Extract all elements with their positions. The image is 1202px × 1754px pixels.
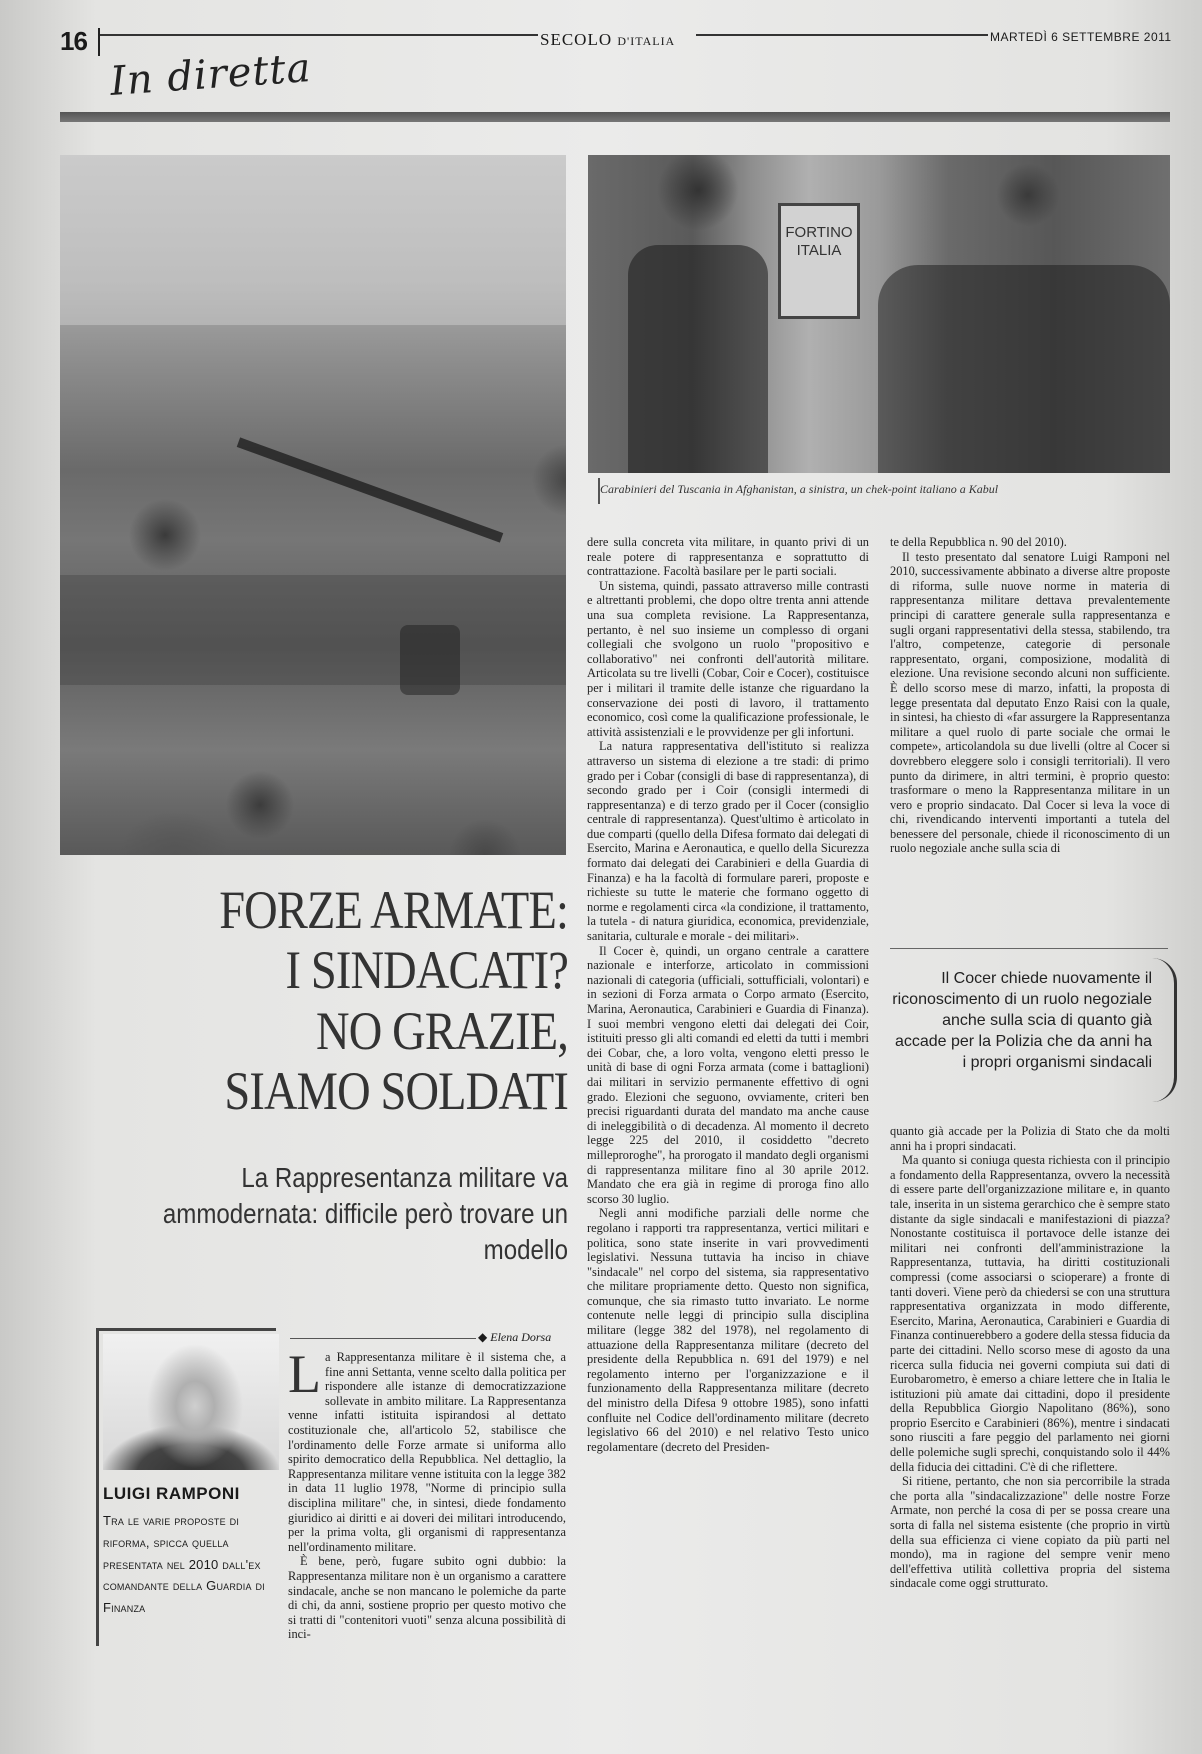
masthead-main: SECOLO: [540, 30, 613, 49]
pull-quote-rule: [890, 948, 1168, 949]
article-paragraph: te della Repubblica n. 90 del 2010).: [890, 535, 1067, 549]
photo-soldier-left: [628, 245, 768, 473]
photo-soldiers-right: [878, 265, 1170, 473]
pull-quote-bracket: [1152, 958, 1177, 1102]
headline-line: FORZE ARMATE:: [219, 880, 568, 940]
photo-badge: [400, 625, 460, 695]
masthead-small: D'ITALIA: [617, 34, 676, 48]
article-paragraph: Un sistema, quindi, passato attraverso mille contrasti e altrettanti problemi, che dopo oltre trenta anni attende una sua completa revisione. La Rappresentanza, pertanto, è nel suo insieme un complesso di organi collegiali che svolgono un ruolo "propositivo e collaborativo" nei confronti dell'autorità militare. Articolata su tre livelli (Cobar, Coir e Cocer), costituisce per i militari il tramite delle istanze che riguardano la conservazione dei posti di lavoro, il trattamento economico, così come la qualificazione professionale, le attività assistenziali e le provvidenze per gli infortuni.: [587, 578, 869, 739]
article-paragraph: La natura rappresentativa dell'istituto si realizza attraverso un sistema di elezione a tre stadi: di primo grado per i Cobar (consigli di base di rappresentanza), di secondo grado per i Coir (consigli intermedi di rappresentanza) e di terzo grado per il Cocer (consiglio centrale di rappresentanza). Quest'ultimo è articolato in due comparti (quello della Difesa formato dai delegati di Esercito, Marina e Aeronautica, e quello della Sicurezza formato dai delegati dei Carabinieri e della Guardia di Finanza) e ha la facoltà di formulare pareri, proposte e richieste su tutte le materie che formano oggetto di norme e regolamenti circa «la condizione, il trattamento, la tutela - di natura giuridica, economica, previdenziale, sanitaria, culturale e morale - dei militari».: [587, 739, 869, 944]
headline-line: NO GRAZIE,: [316, 1000, 568, 1061]
page-number-divider: [98, 28, 100, 56]
photo-vehicle-hull: [60, 575, 566, 685]
header-rule-left: [100, 34, 538, 36]
portrait-photo: [103, 1334, 279, 1470]
headline: [131, 880, 568, 1122]
fortino-sign: FORTINO ITALIA: [778, 203, 860, 319]
portrait-caption: Tra le varie proposte di riforma, spicca quella presentata nel 2010 dall'ex comandante della Guardia di Finanza: [103, 1513, 265, 1616]
photo-sky-area: [60, 155, 566, 325]
headline-line: SIAMO SOLDATI: [224, 1061, 568, 1122]
box-rule-top: [96, 1328, 276, 1331]
drop-cap: L: [288, 1344, 321, 1404]
article-column-2: [587, 535, 869, 1454]
article-paragraph: Si ritiene, pertanto, che non sia percorribile la strada che porta alla "sindacalizzazione" delle nostre Forze Armate, non perché la cosa di per se possa creare una sorta di falla nel sistema esistente (che proprio in virtù della sua efficienza ci viene copiato da più parti nel mondo), ma in ragione del sempre venir meno dell'effettiva utilità collettiva propria del sistema sindacale come oggi strutturato.: [890, 1474, 1170, 1591]
photo-carabinieri-checkpoint: [588, 155, 1170, 473]
headline-line: I SINDACATI?: [285, 940, 568, 1001]
section-name: In diretta: [108, 45, 313, 105]
article-paragraph: [288, 1344, 566, 1554]
photo-caption: Carabinieri del Tuscania in Afghanistan, a sinistra, un chek-point italiano a Kabul: [600, 482, 999, 496]
dateline: MARTEDÌ 6 SETTEMBRE 2011: [990, 30, 1172, 44]
article-column-3: [890, 535, 1170, 856]
box-rule-left: [96, 1328, 99, 1646]
masthead: [540, 30, 675, 50]
pull-quote: Il Cocer chiede nuovamente il riconoscimento di un ruolo negoziale anche sulla scia di quanto già accade per la Polizia che da anni ha i propri organismi sindacali: [892, 970, 1152, 1071]
byline-rule: [290, 1338, 476, 1339]
article-column-1: [288, 1344, 566, 1642]
article-paragraph: dere sulla concreta vita militare, in quanto privi di un reale potere di rappresentanza e soprattutto di contrattazione. Facoltà basilare per le parti sociali.: [587, 535, 869, 579]
article-paragraph: Il testo presentato dal senatore Luigi Ramponi nel 2010, successivamente abbinato a diverse altre proposte di riforma, sulle nuove norme in materia di rappresentanza militare dettava prevalentemente principi di carattere generale sulla rappresentanza e sugli organi rappresentativi della stessa, stabilendo, tra l'altro, competenze, categorie di personale rappresentato, organi, composizione, modalità di elezione. Una revisione secondo alcuni non sufficiente. È dello scorso mese di marzo, infatti, la proposta di legge presentata dal deputato Enzo Raisi con la quale, in sintesi, ha chiesto di «far assurgere la Rappresentanza militare a quel ruolo di parte sociale che ormai le compete», articolandola su due livelli (oltre al Cocer si dovrebbero eleggere solo i consigli territoriali). Il vero punto da dirimere, in altri termini, è proprio questo: trasformare o meno la Rappresentanza militare in un vero e proprio sindacato. Dal Cocer si leva la voce di chi, rivendicando interventi importanti a tutela del benessere del personale, chiede il riconoscimento di un ruolo negoziale anche sulla scia di: [890, 549, 1170, 856]
article-column-3-continued: [890, 1124, 1170, 1591]
article-paragraph: Negli anni modifiche parziali delle norme che regolano i rapporti tra rappresentanza, vertici militari e politica, sono state inserite in vari provvedimenti legislativi. Nessuna tuttavia ha inciso in chiave "sindacale" nel corpo del sistema, sia rappresentativo che militare propriamente detto. Questo non significa, comunque, che sia rimasto tutto invariato. Le norme contenute nelle leggi di principio sulla disciplina militare (legge 382 del 1978), nel regolamento di attuazione della Rappresentanza militare (decreto del presidente della Repubblica n. 691 del 1979) e nel regolamento interno per l'organizzazione e il funzionamento della Rappresentanza militare (decreto del ministro della Difesa 9 ottobre 1985), sono infatti confluite nel Codice dell'ordinamento militare (decreto legislativo 66 del 2010) e nel relativo Testo unico regolamentare (decreto del Presiden-: [587, 1206, 869, 1454]
photo-machine-gun: [237, 437, 504, 542]
portrait-name: LUIGI RAMPONI: [103, 1484, 240, 1503]
byline-author: Elena Dorsa: [490, 1330, 552, 1344]
byline: ◆ Elena Dorsa: [478, 1330, 552, 1344]
photo-soldiers-vehicle: [60, 155, 566, 855]
header-rule-right: [696, 34, 988, 36]
page-number: 16: [60, 26, 87, 56]
article-paragraph: È bene, però, fugare subito ogni dubbio: la Rappresentanza militare non è un organismo a carattere sindacale, anche se non mancano le polemiche da parte di chi, da anni, sostiene proprio per questo motivo che si tratti di "contenitori vuoti" senza alcuna possibilità di inci-: [288, 1554, 566, 1642]
paragraph-text: a Rappresentanza militare è il sistema che, a fine anni Settanta, venne scelto dalla politica per rispondere alle istanze di democratizzazione sollevate in ambito militare. La Rappresentanza venne infatti istituita ispirandosi al dettato costituzionale che, all'articolo 52, stabilisce che l'ordinamento delle Forze armate si uniforma allo spirito democratico della Repubblica. Nel dettaglio, la Rappresentanza militare venne istituita con la legge 382 in data 11 luglio 1978, "Norme di principio sulla disciplina militare" che, in sintesi, diede fondamento giuridico ai diritti e ai doveri dei militari introducendo, per la prima volta, gli organismi di rappresentanza nell'ordinamento militare.: [288, 1350, 566, 1554]
article-paragraph: Il Cocer è, quindi, un organo centrale a carattere nazionale e interforze, articolato in commissioni nazionali di categoria (ufficiali, sottufficiali, volontari) e in sezioni di Forza armata o Corpo armato (Esercito, Marina, Aeronautica, Carabinieri e Guardia di Finanza). I suoi membri vengono eletti dai delegati dei Coir, istituiti presso gli alti comandi ed eletti da tutti i membri dei Cobar, che, a loro volta, vengono eletti presso le unità di base di ogni Forza armata (come i battaglioni) dai militari in servizio permanente effettivo di ogni grado. Elezioni che seguono, ovviamente, criteri ben precisi riguardanti durata del mandato ma anche cause di ineleggibilità o di decadenza. Al momento il decreto legge 225 del 2010, il cosiddetto "decreto milleproroghe", ha prorogato il mandato degli organismi di rappresentanza militare fino al 30 aprile 2012. Mandato che era già in regime di proroga fino allo scorso 30 luglio.: [587, 943, 869, 1206]
header-band: [60, 112, 1170, 122]
subhead: La Rappresentanza militare va ammodernata: difficile però trovare un modello: [162, 1162, 568, 1265]
article-paragraph: quanto già accade per la Polizia di Stato che da molti anni ha i propri sindacati.: [890, 1124, 1170, 1153]
article-paragraph: Ma quanto si coniuga questa richiesta con il principio a fondamento della Rappresentanza, ovvero la necessità di essere parte dell'organizzazione militare e, in quanto tale, inserita in un sistema gerarchico che è sempre stato distante da sigle sindacali e manifestazioni di piazza? Nonostante costituisca il portavoce delle istanze dei militari nei confronti dell'amministrazione la Rappresentanza, tuttavia, ha diritti costituzionali compressi (come associarsi o scioperare) a fronte di tanti doveri. Viene però da chiedersi se con una struttura rappresentativa organizzata in modo differente, Esercito, Marina, Aeronautica, Carabinieri e Guardia di Finanza continuerebbero a godere della stessa fiducia da parte dei cittadini. Nello scorso mese di agosto da una ricerca sulla fiducia nei governi compiuta sui dati di Eurobarometro, è emerso a chiare lettere che in Italia le istituzioni più amate dai cittadini, dopo il presidente della Repubblica Giorgio Napolitano (86%), sono proprio Esercito e Carabinieri (86%), mentre i sindacati sono riusciti a fare peggio del parlamento nei giorni delle polemiche sugli sprechi, conquistando solo il 44% della fiducia dei cittadini. C'è di che riflettere.: [890, 1153, 1170, 1474]
